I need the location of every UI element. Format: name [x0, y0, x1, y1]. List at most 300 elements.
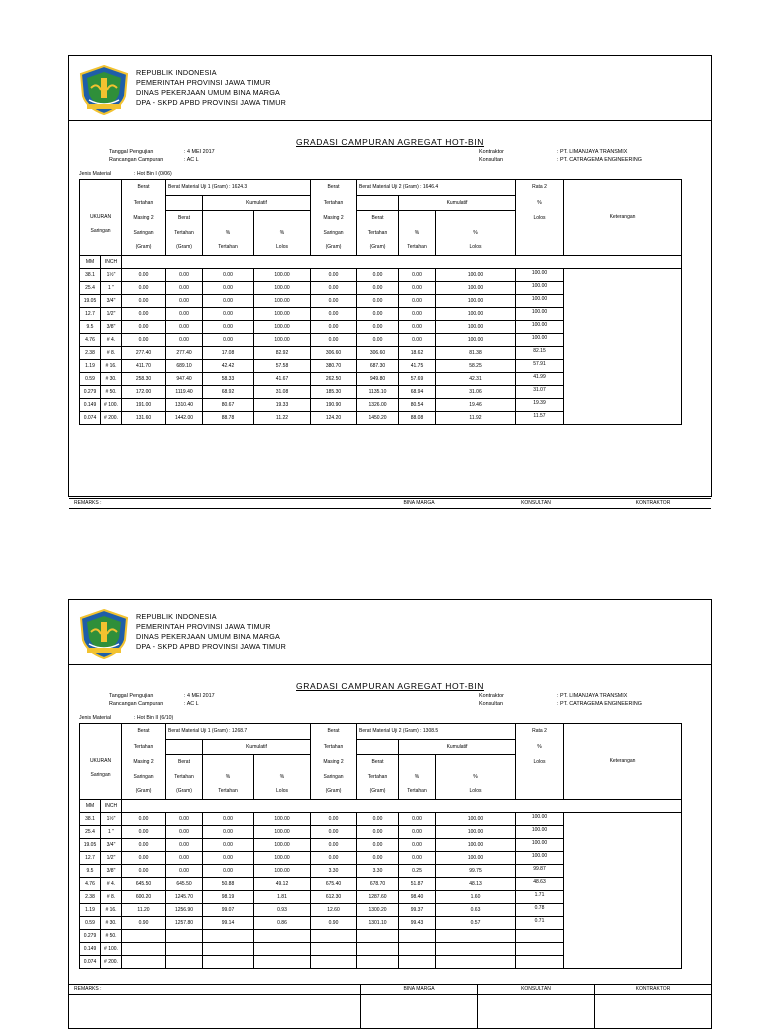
cell-t2: 0.00 [399, 268, 436, 281]
cell-b2: 0.00 [311, 851, 357, 864]
cell-l2: 100.00 [436, 838, 516, 851]
cell-l1: 57.58 [254, 359, 311, 372]
cell-l1: 100.00 [254, 812, 311, 825]
cell-mm: 19.05 [80, 294, 101, 307]
header-line: PEMERINTAH PROVINSI JAWA TIMUR [136, 78, 271, 87]
cell-l1: 100.00 [254, 825, 311, 838]
cell-k1: 1442.00 [166, 411, 203, 424]
cell-k1: 0.00 [166, 864, 203, 877]
cell-l2: 31.06 [436, 385, 516, 398]
ukuran-header [80, 724, 122, 800]
cell-b1: 172.00 [122, 385, 166, 398]
cell-b2: 0.00 [311, 268, 357, 281]
empty-cell [254, 211, 311, 226]
cell-t2: 57.69 [399, 372, 436, 385]
header-line: PEMERINTAH PROVINSI JAWA TIMUR [136, 622, 271, 631]
konsultan-label: Konsultan [479, 701, 503, 707]
cell-b1 [122, 942, 166, 955]
cell-l1: 100.00 [254, 281, 311, 294]
cell-k2: 1135.10 [357, 385, 399, 398]
cell-k1: 1310.40 [166, 398, 203, 411]
cell-k1: 0.00 [166, 320, 203, 333]
sieve-row [80, 916, 682, 929]
cell-t1: 42.42 [203, 359, 254, 372]
cell-t1: 0.00 [203, 825, 254, 838]
cell-l2: 100.00 [436, 281, 516, 294]
cell-l1: 100.00 [254, 864, 311, 877]
cell-avg: 1.71 [516, 890, 564, 903]
cell-l1: 100.00 [254, 307, 311, 320]
pct-label: % [516, 195, 564, 211]
cell-l2: 0.57 [436, 916, 516, 929]
cell-k2: 0.00 [357, 294, 399, 307]
cell-inch: 3/4" [101, 838, 122, 851]
cell-b2: 12.60 [311, 903, 357, 916]
keterangan-cell [564, 411, 682, 424]
kumulatif-label: Kumulatif [203, 195, 311, 211]
ukuran-header [80, 180, 122, 256]
tertahan-label-2: Tertahan [311, 739, 357, 755]
berat-label-2: Berat [311, 180, 357, 196]
cell-mm: 0.59 [80, 916, 101, 929]
cell-k2: 0.00 [357, 333, 399, 346]
cell-l2: 1.60 [436, 890, 516, 903]
cell-avg: 100.00 [516, 812, 564, 825]
cell-l1: 41.67 [254, 372, 311, 385]
cell-mm: 0.074 [80, 411, 101, 424]
sieve-row [80, 398, 682, 411]
sample2-label: Berat Material Uji 2 (Gram) : 1308.5 [357, 724, 516, 740]
cell-l2: 100.00 [436, 268, 516, 281]
cell-b1: 411.70 [122, 359, 166, 372]
sieve-row [80, 838, 682, 851]
empty-cell [516, 784, 564, 799]
cell-avg: 57.91 [516, 359, 564, 372]
sieve-row [80, 307, 682, 320]
lolos-label-avg: Lolos [516, 755, 564, 770]
lolos-label-l2: Lolos [436, 784, 516, 799]
cell-l1 [254, 955, 311, 968]
sieve-row [80, 942, 682, 955]
inch-header: INCH [101, 799, 122, 812]
inch-header: INCH [101, 255, 122, 268]
cell-l2: 42.31 [436, 372, 516, 385]
pct-label-t1: % [203, 226, 254, 241]
cell-l2: 100.00 [436, 307, 516, 320]
mm-header: MM [80, 255, 101, 268]
cell-b2: 306.60 [311, 346, 357, 359]
cell-b1: 277.40 [122, 346, 166, 359]
cell-t1: 17.08 [203, 346, 254, 359]
masing2-label-2: Masing 2 [311, 211, 357, 226]
cell-k2: 3.30 [357, 864, 399, 877]
sieve-row [80, 411, 682, 424]
cell-t1: 0.00 [203, 333, 254, 346]
cell-t2 [399, 929, 436, 942]
cell-k1 [166, 929, 203, 942]
tertahan-label-t1: Tertahan [203, 240, 254, 255]
konsultan-label-footer: KONSULTAN [521, 986, 551, 992]
cell-b1: 0.00 [122, 838, 166, 851]
jenis-label: Jenis Material [79, 715, 112, 721]
rata2-label: Rata 2 [516, 180, 564, 196]
cell-l2: 0.63 [436, 903, 516, 916]
cell-inch: 1½" [101, 268, 122, 281]
cell-k1: 0.00 [166, 851, 203, 864]
bina-marga-label: BINA MARGA [403, 500, 435, 506]
empty-cell [516, 226, 564, 241]
sieve-row [80, 825, 682, 838]
jawa-timur-emblem-icon [77, 64, 131, 116]
cell-t2: 0.25 [399, 864, 436, 877]
cell-inch: # 30. [101, 372, 122, 385]
cell-l1: 31.08 [254, 385, 311, 398]
cell-inch: # 100. [101, 398, 122, 411]
cell-mm: 1.19 [80, 359, 101, 372]
kontraktor-signature [594, 985, 711, 1028]
cell-b1: 191.00 [122, 398, 166, 411]
cell-mm: 4.76 [80, 877, 101, 890]
cell-mm: 0.149 [80, 398, 101, 411]
keterangan-cell [564, 398, 682, 411]
cell-mm: 2.38 [80, 346, 101, 359]
rata2-label: Rata 2 [516, 724, 564, 740]
cell-l1: 49.12 [254, 877, 311, 890]
cell-t2: 0.00 [399, 333, 436, 346]
cell-inch: 3/8" [101, 320, 122, 333]
cell-l1: 100.00 [254, 838, 311, 851]
tanggal-value: : 4 MEI 2017 [184, 693, 215, 699]
cell-t1: 0.00 [203, 838, 254, 851]
ukuran-label: UKURAN [89, 758, 112, 765]
cell-avg: 0.71 [516, 916, 564, 929]
pct-label-l1: % [254, 226, 311, 241]
tanggal-value: : 4 MEI 2017 [184, 149, 215, 155]
rancangan-value: : AC L [184, 157, 199, 163]
cell-k1: 277.40 [166, 346, 203, 359]
cell-b2: 190.90 [311, 398, 357, 411]
jenis-label: Jenis Material [79, 171, 112, 177]
cell-avg: 100.00 [516, 851, 564, 864]
cell-t2: 18.62 [399, 346, 436, 359]
cell-t1 [203, 929, 254, 942]
cell-t1: 0.00 [203, 307, 254, 320]
empty-cell [516, 770, 564, 785]
keterangan-cell [564, 359, 682, 372]
cell-b1: 0.00 [122, 825, 166, 838]
tertahan-label: Tertahan [122, 739, 166, 755]
cell-avg: 82.15 [516, 346, 564, 359]
pct-label-l1: % [254, 770, 311, 785]
cell-t1: 99.14 [203, 916, 254, 929]
cell-avg [516, 955, 564, 968]
cell-k1: 1256.90 [166, 903, 203, 916]
cell-b2: 185.30 [311, 385, 357, 398]
lolos-label-l1: Lolos [254, 240, 311, 255]
cell-l1: 0.86 [254, 916, 311, 929]
cell-t2: 51.87 [399, 877, 436, 890]
cell-t1: 0.00 [203, 851, 254, 864]
cell-avg: 100.00 [516, 268, 564, 281]
cell-avg: 0.78 [516, 903, 564, 916]
cell-t1: 58.33 [203, 372, 254, 385]
kumulatif-label-2: Kumulatif [399, 195, 516, 211]
cell-b1 [122, 955, 166, 968]
cell-inch: 1½" [101, 812, 122, 825]
berat-label-k1: Berat [166, 755, 203, 770]
keterangan-cell [564, 890, 682, 903]
cell-inch: # 8. [101, 346, 122, 359]
cell-t1: 0.00 [203, 294, 254, 307]
cell-mm: 2.38 [80, 890, 101, 903]
sample2-label: Berat Material Uji 2 (Gram) : 1646.4 [357, 180, 516, 196]
cell-t2: 0.00 [399, 281, 436, 294]
berat-label-2: Berat [311, 724, 357, 740]
cell-t1 [203, 942, 254, 955]
empty-cell [166, 195, 203, 211]
cell-mm: 12.7 [80, 851, 101, 864]
cell-b1: 0.00 [122, 268, 166, 281]
ukuran-label: UKURAN [89, 214, 112, 221]
cell-l1 [254, 929, 311, 942]
gradation-table [79, 723, 682, 969]
spacer-row [122, 799, 682, 812]
cell-b2: 612.30 [311, 890, 357, 903]
jenis-material [79, 715, 173, 721]
cell-b1: 0.00 [122, 812, 166, 825]
keterangan-cell [564, 372, 682, 385]
cell-t2: 0.00 [399, 307, 436, 320]
cell-b2: 0.00 [311, 281, 357, 294]
cell-mm: 1.19 [80, 903, 101, 916]
header-line: DINAS PEKERJAAN UMUM BINA MARGA [136, 88, 280, 97]
cell-k2: 678.70 [357, 877, 399, 890]
cell-l2: 100.00 [436, 851, 516, 864]
cell-mm: 0.279 [80, 929, 101, 942]
letterhead [69, 56, 711, 121]
cell-avg: 100.00 [516, 825, 564, 838]
sieve-row [80, 372, 682, 385]
cell-k1: 1245.70 [166, 890, 203, 903]
cell-k1: 0.00 [166, 333, 203, 346]
cell-t1: 0.00 [203, 320, 254, 333]
kontraktor-label-footer: KONTRAKTOR [635, 500, 671, 506]
cell-t1: 68.92 [203, 385, 254, 398]
empty-cell [357, 195, 399, 211]
cell-k1 [166, 942, 203, 955]
masing2-label-2: Masing 2 [311, 755, 357, 770]
letterhead [69, 600, 711, 665]
cell-avg: 99.87 [516, 864, 564, 877]
cell-avg: 100.00 [516, 333, 564, 346]
test-meta-left [109, 148, 215, 164]
cell-t1: 99.07 [203, 903, 254, 916]
cell-avg [516, 929, 564, 942]
cell-t1: 0.00 [203, 268, 254, 281]
jenis-material [79, 171, 172, 177]
tanggal-label: Tanggal Pengujian [109, 149, 154, 155]
cell-avg: 11.57 [516, 411, 564, 424]
cell-avg: 41.99 [516, 372, 564, 385]
cell-mm: 9.5 [80, 864, 101, 877]
cell-b2: 380.70 [311, 359, 357, 372]
cell-avg: 31.07 [516, 385, 564, 398]
cell-b2: 0.00 [311, 307, 357, 320]
cell-mm: 0.074 [80, 955, 101, 968]
cell-k1 [166, 955, 203, 968]
cell-k2: 0.00 [357, 281, 399, 294]
cell-k1: 0.00 [166, 812, 203, 825]
cell-inch: 1 " [101, 825, 122, 838]
cell-b1: 0.90 [122, 916, 166, 929]
gradation-sheet [68, 55, 712, 506]
gram-label-1: (Gram) [122, 784, 166, 799]
sieve-row [80, 268, 682, 281]
cell-l2: 48.13 [436, 877, 516, 890]
cell-inch: # 8. [101, 890, 122, 903]
keterangan-cell [564, 955, 682, 968]
cell-t2: 41.75 [399, 359, 436, 372]
cell-inch: # 100. [101, 942, 122, 955]
empty-cell [203, 755, 254, 770]
tertahan-label-t1: Tertahan [203, 784, 254, 799]
cell-b2: 0.00 [311, 825, 357, 838]
keterangan-cell [564, 942, 682, 955]
keterangan-cell [564, 825, 682, 838]
cell-t1: 50.88 [203, 877, 254, 890]
sieve-row [80, 864, 682, 877]
empty-cell [436, 755, 516, 770]
keterangan-cell [564, 268, 682, 281]
cell-b1: 131.60 [122, 411, 166, 424]
lolos-label-avg: Lolos [516, 211, 564, 226]
cell-t2: 0.00 [399, 294, 436, 307]
berat-label-k1: Berat [166, 211, 203, 226]
saringan-label-1: Saringan [122, 226, 166, 241]
cell-k2 [357, 942, 399, 955]
cell-inch: 3/4" [101, 294, 122, 307]
kumulatif-label: Kumulatif [203, 739, 311, 755]
empty-cell [203, 211, 254, 226]
empty-cell [357, 739, 399, 755]
keterangan-cell [564, 877, 682, 890]
keterangan-cell [564, 385, 682, 398]
tertahan-label-t2: Tertahan [399, 784, 436, 799]
keterangan-cell [564, 320, 682, 333]
spacer-row [122, 255, 682, 268]
remarks-label: REMARKS : [74, 500, 102, 506]
sieve-row [80, 346, 682, 359]
cell-t2 [399, 955, 436, 968]
lolos-label-l1: Lolos [254, 784, 311, 799]
sieve-row [80, 903, 682, 916]
empty-cell [166, 739, 203, 755]
gram-label-2: (Gram) [311, 240, 357, 255]
cell-inch: # 200. [101, 411, 122, 424]
cell-avg: 48.63 [516, 877, 564, 890]
sieve-row [80, 281, 682, 294]
cell-b2: 0.00 [311, 838, 357, 851]
kontraktor-label: Kontraktor [479, 149, 504, 155]
cell-mm: 19.05 [80, 838, 101, 851]
sieve-row [80, 812, 682, 825]
cell-mm: 25.4 [80, 281, 101, 294]
keterangan-header: Keterangan [564, 180, 682, 256]
remarks-section [69, 984, 711, 1028]
government-header [136, 612, 286, 652]
cell-l1 [254, 942, 311, 955]
bina-marga-label: BINA MARGA [403, 986, 435, 992]
cell-t2: 98.40 [399, 890, 436, 903]
cell-b2: 675.40 [311, 877, 357, 890]
empty-cell [399, 211, 436, 226]
cell-b2: 0.00 [311, 333, 357, 346]
keterangan-cell [564, 346, 682, 359]
cell-k1: 0.00 [166, 268, 203, 281]
header-line: REPUBLIK INDONESIA [136, 68, 217, 77]
cell-b2 [311, 929, 357, 942]
cell-l2 [436, 929, 516, 942]
sieve-row [80, 359, 682, 372]
cell-b1: 11.20 [122, 903, 166, 916]
cell-mm: 12.7 [80, 307, 101, 320]
tertahan-label-k2: Tertahan [357, 226, 399, 241]
berat-label-k2: Berat [357, 211, 399, 226]
cell-avg: 100.00 [516, 320, 564, 333]
cell-k2: 0.00 [357, 307, 399, 320]
kontraktor-label-footer: KONTRAKTOR [635, 986, 671, 992]
test-meta-left [109, 692, 215, 708]
cell-t1: 98.19 [203, 890, 254, 903]
cell-l1: 82.92 [254, 346, 311, 359]
cell-b1: 0.00 [122, 294, 166, 307]
cell-inch: 3/8" [101, 864, 122, 877]
signature-divider [69, 994, 711, 995]
mm-header: MM [80, 799, 101, 812]
cell-t2: 80.54 [399, 398, 436, 411]
cell-inch: # 4. [101, 333, 122, 346]
gram-label-k2: (Gram) [357, 784, 399, 799]
cell-b2: 124.20 [311, 411, 357, 424]
cell-k2: 1301.10 [357, 916, 399, 929]
cell-t1: 80.67 [203, 398, 254, 411]
cell-l1: 100.00 [254, 851, 311, 864]
signature-divider [69, 508, 711, 509]
keterangan-cell [564, 838, 682, 851]
document-title: GRADASI CAMPURAN AGREGAT HOT-BIN [296, 681, 484, 691]
keterangan-cell [564, 903, 682, 916]
cell-inch: # 30. [101, 916, 122, 929]
cell-l2: 100.00 [436, 333, 516, 346]
lolos-label-l2: Lolos [436, 240, 516, 255]
pct-label: % [516, 739, 564, 755]
cell-l2: 58.25 [436, 359, 516, 372]
saringan-label: Saringan [90, 228, 111, 235]
cell-b1: 645.50 [122, 877, 166, 890]
pct-label-l2: % [436, 770, 516, 785]
keterangan-cell [564, 812, 682, 825]
masing2-label: Masing 2 [122, 211, 166, 226]
keterangan-cell [564, 294, 682, 307]
kumulatif-label-2: Kumulatif [399, 739, 516, 755]
cell-l1: 11.22 [254, 411, 311, 424]
cell-t2: 0.00 [399, 812, 436, 825]
cell-k1: 0.00 [166, 825, 203, 838]
pct-label-t2: % [399, 226, 436, 241]
government-header [136, 68, 286, 108]
sieve-row [80, 385, 682, 398]
cell-l2: 100.00 [436, 294, 516, 307]
